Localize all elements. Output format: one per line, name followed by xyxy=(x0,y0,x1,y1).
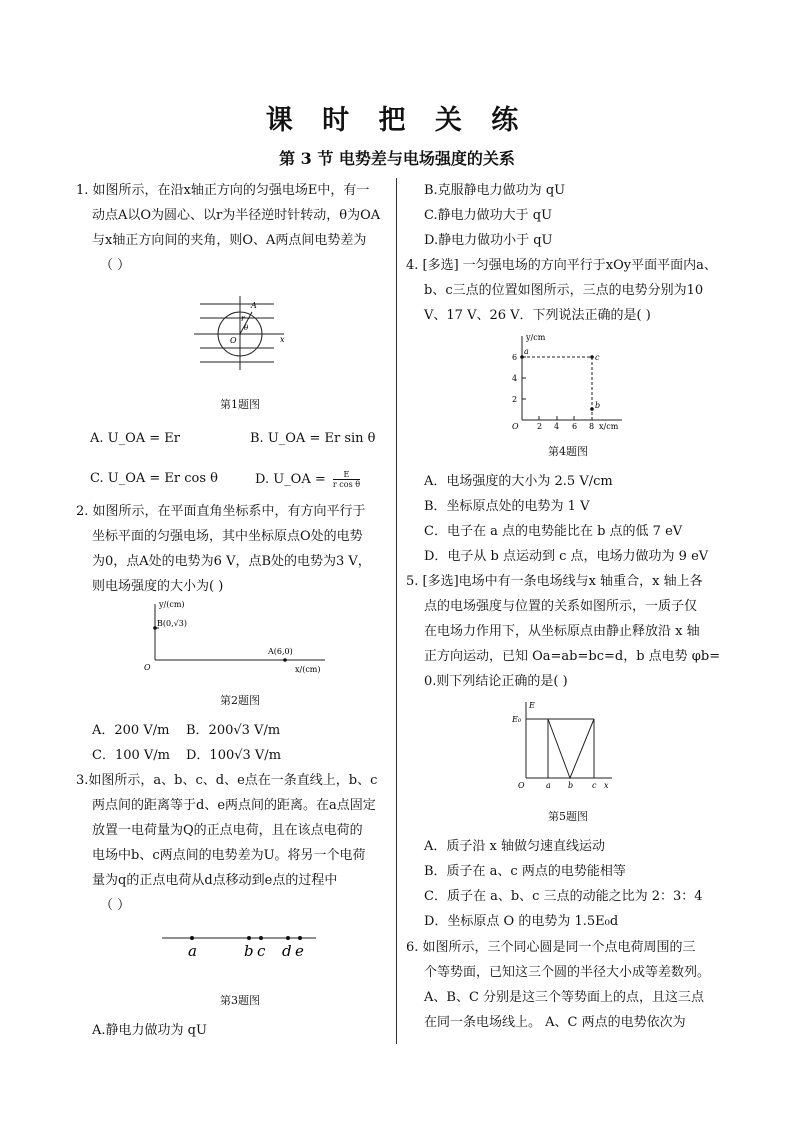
q1-option-d-numerator: E xyxy=(333,470,360,480)
q6-line-2: 个等势面，已知这三个圆的半径大小成等差数列。 xyxy=(424,965,711,980)
q2-option-d: D．100√3 V/m xyxy=(186,748,282,763)
q2-label-y: y/(cm) xyxy=(159,600,185,609)
q4-label-c: c xyxy=(595,353,600,362)
q4-ytick-6: 6 xyxy=(512,353,518,362)
q2-label-B: B(0,√3) xyxy=(157,619,187,628)
q5-label-O: O xyxy=(518,781,525,790)
q3-point-a: a xyxy=(188,942,197,960)
q2-caption: 第2题图 xyxy=(220,694,260,707)
q2-label-x: x/(cm) xyxy=(295,665,321,674)
column-divider xyxy=(396,178,397,1044)
q5-line-1: 5. [多选]电场中有一条电场线与x 轴重合，x 轴上各 xyxy=(406,574,703,589)
q4-label-y: y/cm xyxy=(526,333,546,342)
q1-line-1: 1. 如图所示，在沿x轴正方向的匀强电场E中，有一 xyxy=(76,183,370,198)
q3-point-d: d xyxy=(282,942,292,960)
q4-line-3: V、17 V、26 V．下列说法正确的是( ) xyxy=(424,308,651,323)
q4-line-2: b、c三点的位置如图所示，三点的电势分别为10 xyxy=(424,283,704,298)
q1-option-d-prefix: D. U_OA = xyxy=(255,472,326,487)
q2-line-1: 2. 如图所示，在平面直角坐标系中，有方向平行于 xyxy=(76,504,366,519)
q5-label-E0: E₀ xyxy=(512,715,522,724)
q6-line-4: 在同一条电场线上。 A、C 两点的电势依次为 xyxy=(424,1015,686,1030)
q3-option-a: A.静电力做功为 qU xyxy=(92,1023,207,1038)
q3-line-1: 3.如图所示，a、b、c、d、e点在一条直线上，b、c xyxy=(76,773,378,788)
q4-label-a: a xyxy=(524,347,529,356)
q5-line-5: 0.则下列结论正确的是( ) xyxy=(424,674,568,689)
q2-line-4: 则电场强度的大小为( ) xyxy=(92,579,224,594)
q3-line-5: 量为q的正点电荷从d点移动到e点的过程中 xyxy=(92,873,338,888)
q3-caption: 第3题图 xyxy=(220,994,260,1007)
q5-option-b: B．质子在 a、c 两点的电势能相等 xyxy=(424,864,626,879)
q1-figure xyxy=(192,292,292,372)
q5-label-x: x xyxy=(604,781,609,790)
q6-line-1: 6. 如图所示，三个同心圆是同一个点电荷周围的三 xyxy=(406,940,696,955)
q2-option-a: A．200 V/m xyxy=(92,723,170,738)
q4-xtick-4: 4 xyxy=(554,422,560,431)
q4-option-d: D．电子从 b 点运动到 c 点，电场力做功为 9 eV xyxy=(424,549,709,564)
q4-ytick-4: 4 xyxy=(512,374,518,383)
q4-label-b: b xyxy=(595,401,601,410)
q1-label-A: A xyxy=(251,301,257,310)
q5-label-a: a xyxy=(546,781,551,790)
q2-line-3: 为0，点A处的电势为6 V，点B处的电势为3 V， xyxy=(92,554,371,569)
q4-label-x: x/cm xyxy=(599,422,619,431)
q4-xtick-6: 6 xyxy=(572,422,578,431)
q2-label-A: A(6,0) xyxy=(268,647,293,656)
q3-figure xyxy=(160,928,320,962)
q5-line-3: 在电场力作用下，从坐标原点由静止释放沿 x 轴 xyxy=(424,624,700,639)
q1-caption: 第1题图 xyxy=(220,398,260,411)
q1-option-b: B. U_OA = Er sin θ xyxy=(250,431,376,446)
q5-line-2: 点的电场强度与位置的关系如图所示，一质子仅 xyxy=(424,599,698,614)
q3-line-6: （ ） xyxy=(100,898,131,913)
q3-option-b: B.克服静电力做功为 qU xyxy=(424,183,566,198)
q5-label-b: b xyxy=(568,781,574,790)
q3-option-c: C.静电力做功大于 qU xyxy=(424,208,553,223)
q4-xtick-2: 2 xyxy=(537,422,543,431)
q1-line-4: （ ） xyxy=(100,258,131,273)
q3-line-3: 放置一电荷量为Q的正点电荷，且在该点电荷的 xyxy=(92,823,363,838)
q4-xtick-8: 8 xyxy=(589,422,595,431)
q5-label-E: E xyxy=(529,701,535,710)
q3-line-4: 电场中b、c两点间的电势差为U。将另一个电荷 xyxy=(92,848,366,863)
q4-caption: 第4题图 xyxy=(548,445,588,458)
q2-option-c: C．100 V/m xyxy=(92,748,170,763)
q5-option-a: A．质子沿 x 轴做匀速直线运动 xyxy=(424,839,605,854)
q4-option-a: A．电场强度的大小为 2.5 V/cm xyxy=(424,474,613,489)
q3-line-2: 两点间的距离等于d、e两点间的距离。在a点固定 xyxy=(92,798,376,813)
q6-line-3: A、B、C 分别是这三个等势面上的点，且这三点 xyxy=(424,990,705,1005)
q1-option-d xyxy=(255,470,360,489)
q5-line-4: 正方向运动，已知 Oa=ab=bc=d，b 点电势 φb= xyxy=(424,649,721,664)
section-title: 第 3 节 电势差与电场强度的关系 xyxy=(279,149,515,168)
q3-option-d: D.静电力做功小于 qU xyxy=(424,233,553,248)
q1-option-c: C. U_OA = Er cos θ xyxy=(90,471,218,486)
q5-label-c: c xyxy=(592,781,597,790)
page-title: 课 时 把 关 练 xyxy=(265,105,529,136)
q4-option-b: B．坐标原点处的电势为 1 V xyxy=(424,499,590,514)
q1-option-a: A. U_OA = Er xyxy=(90,431,181,446)
q1-label-O: O xyxy=(230,336,237,345)
q5-figure xyxy=(508,698,618,794)
q4-label-O: O xyxy=(512,422,519,431)
q1-label-r: r xyxy=(241,314,245,323)
q2-option-b: B．200√3 V/m xyxy=(186,723,281,738)
q1-line-2: 动点A以O为圆心、以r为半径逆时针转动，θ为OA xyxy=(92,208,381,223)
q1-label-theta: θ xyxy=(244,324,249,332)
q3-point-e: e xyxy=(295,942,304,960)
q5-option-c: C．质子在 a、b、c 三点的动能之比为 2：3：4 xyxy=(424,889,703,904)
q4-line-1: 4. [多选] 一匀强电场的方向平行于xOy平面平面内a、 xyxy=(406,258,717,273)
q2-label-O: O xyxy=(144,663,151,672)
q2-figure xyxy=(140,598,330,674)
q1-label-x: x xyxy=(280,335,285,344)
q1-option-d-denominator: r cos θ xyxy=(332,480,361,489)
q1-line-3: 与x轴正方向间的夹角，则O、A两点间电势差为 xyxy=(92,233,367,248)
q4-ytick-2: 2 xyxy=(512,395,518,404)
q5-option-d: D．坐标原点 O 的电势为 1.5E₀d xyxy=(424,914,619,929)
q5-caption: 第5题图 xyxy=(548,810,588,823)
q3-point-b: b xyxy=(244,942,254,960)
q4-option-c: C．电子在 a 点的电势能比在 b 点的低 7 eV xyxy=(424,524,683,539)
q4-figure xyxy=(500,330,630,432)
q3-point-c: c xyxy=(257,942,266,960)
q2-line-2: 坐标平面的匀强电场，其中坐标原点O处的电势 xyxy=(92,529,363,544)
